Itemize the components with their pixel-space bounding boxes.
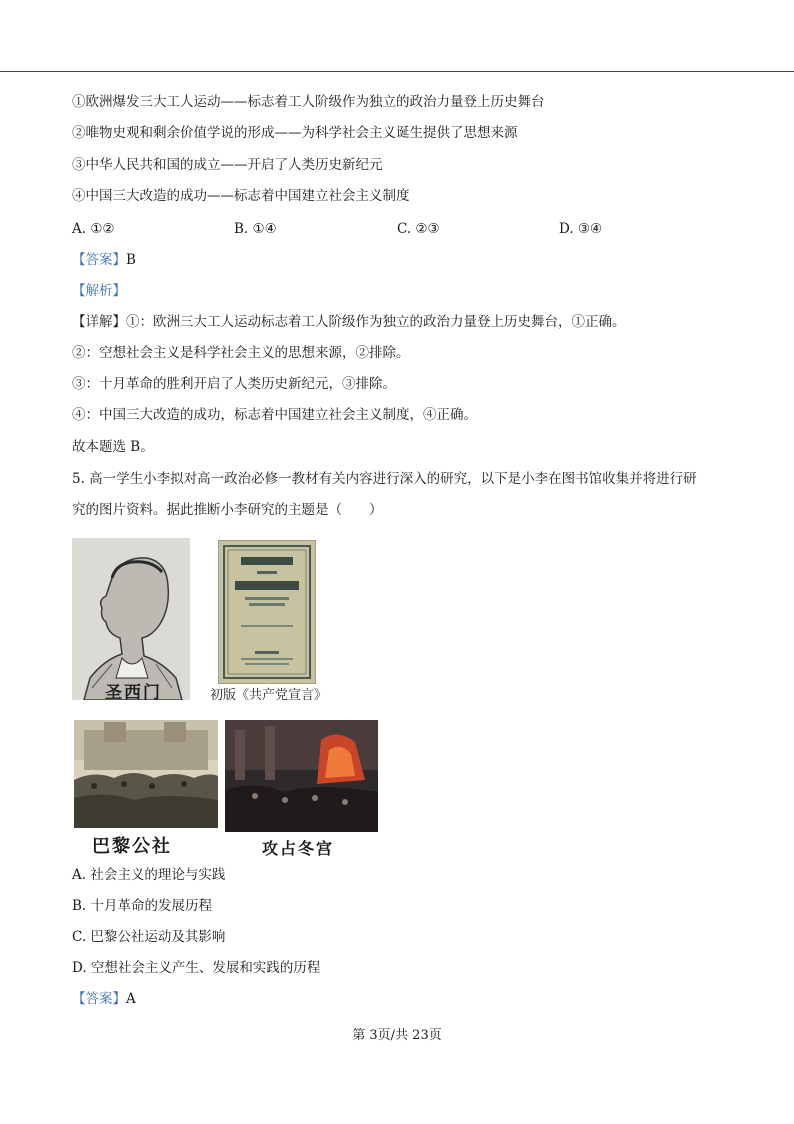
answer-value: A: [126, 991, 136, 1007]
q4-option-d: D. ③④: [559, 221, 603, 237]
q4-conclusion: 故本题选 B。: [72, 439, 154, 455]
q4-detail-2: ②：空想社会主义是科学社会主义的思想来源，②排除。: [72, 345, 410, 361]
q4-option-b: B. ①④: [234, 221, 277, 237]
portrait-sketch: [72, 538, 190, 700]
detail-text: ①：欧洲三大工人运动标志着工人阶级作为独立的政治力量登上历史舞台，①正确。: [126, 314, 626, 330]
q4-option-c: C. ②③: [397, 221, 440, 237]
answer-label: 【答案】: [72, 252, 126, 268]
answer-value: B: [126, 252, 136, 268]
manifesto-cover: [219, 541, 315, 683]
header-rule: [0, 71, 794, 72]
q4-option-a: A. ①②: [72, 221, 115, 237]
caption-paris-commune: 巴黎公社: [92, 836, 172, 857]
q5-answer: [72, 989, 136, 1009]
statement-3: ③中华人民共和国的成立——开启了人类历史新纪元: [72, 157, 383, 173]
q5-option-a: A. 社会主义的理论与实践: [72, 867, 226, 883]
paris-commune-scene: [74, 720, 218, 828]
q5-option-c: C. 巴黎公社运动及其影响: [72, 929, 226, 945]
statement-1: ①欧洲爆发三大工人运动——标志着工人阶级作为独立的政治力量登上历史舞台: [72, 94, 545, 110]
winter-palace-image: [225, 720, 378, 832]
detail-label: 【详解】: [72, 314, 126, 330]
manifesto-cover-image: [218, 540, 316, 684]
q5-stem-line-2: 究的图片资料。据此推断小李研究的主题是（ ）: [72, 502, 383, 518]
winter-palace-scene: [225, 720, 378, 832]
page-footer: 第 3页/共 23页: [352, 1028, 442, 1043]
answer-label: 【答案】: [72, 991, 126, 1007]
q5-stem-line-1: 5. 高一学生小李拟对高一政治必修一教材有关内容进行深入的研究，以下是小李在图书馆收集并将进行研: [72, 471, 697, 487]
q4-detail-4: ④：中国三大改造的成功，标志着中国建立社会主义制度，④正确。: [72, 407, 477, 423]
caption-winter-palace: 攻占冬宫: [262, 839, 335, 858]
paris-commune-image: [74, 720, 218, 828]
statement-2: ②唯物史观和剩余价值学说的形成——为科学社会主义诞生提供了思想来源: [72, 125, 518, 141]
saint-simon-portrait-image: [72, 538, 190, 700]
q4-answer: [72, 250, 136, 270]
caption-manifesto: 初版《共产党宣言》: [210, 688, 328, 703]
q5-option-d: D. 空想社会主义产生、发展和实践的历程: [72, 960, 321, 976]
caption-saint-simon: 圣西门: [105, 683, 162, 703]
q5-option-b: B. 十月革命的发展历程: [72, 898, 213, 914]
q4-detail-3: ③：十月革命的胜利开启了人类历史新纪元，③排除。: [72, 376, 396, 392]
q4-detail-1: [72, 312, 626, 332]
statement-4: ④中国三大改造的成功——标志着中国建立社会主义制度: [72, 188, 410, 204]
q4-analysis-label: 【解析】: [72, 283, 126, 299]
